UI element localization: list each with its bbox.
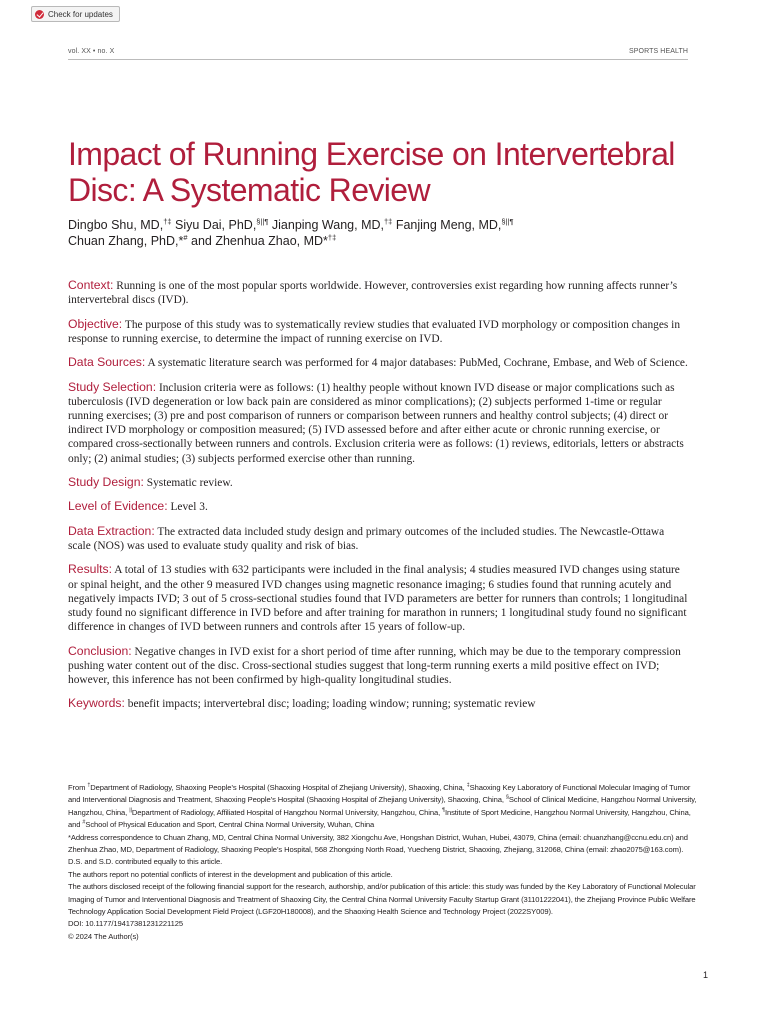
section-text: Systematic review. <box>146 476 233 489</box>
section-text: Level 3. <box>170 501 208 514</box>
abstract-level-of-evidence <box>68 499 688 514</box>
header-rule <box>68 59 688 60</box>
abstract-results <box>68 562 688 634</box>
check-badge-icon <box>35 10 44 19</box>
section-label: Conclusion: <box>68 643 132 658</box>
doi: DOI: 10.1177/19417381231221125 <box>68 919 183 929</box>
running-head-volume: vol. XX • no. X <box>68 48 115 55</box>
author: Siyu Dai, PhD,§||¶ <box>175 216 269 232</box>
abstract-data-sources <box>68 355 688 370</box>
section-text: Inclusion criteria were as follows: (1) healthy people without known IVD disease or major complications such as tuberculosis (IVD degeneration or low back pain are considered as minor complications); (2) subjects performed 1-time or regular running exercises; (3) pre and post comparison of runners or comparison between runners and healthy control subjects; (4) direct or indirect IVD morphology or composition measured; (5) IVD assessed before and after either acute or chronic running exercise, or compared cross-sectionally between runners and controls. Exclusion criteria were as follows: (1) reviews, editorials, letters or abstracts only; (2) animal studies; (3) subjects performed exercise other than running. <box>68 381 684 465</box>
abstract-data-extraction <box>68 524 688 553</box>
section-text: Running is one of the most popular sports worldwide. However, controversies exist regarding how running affects runner’s intervertebral discs (IVD). <box>68 280 678 307</box>
section-text: benefit impacts; intervertebral disc; loading; loading window; running; systematic review <box>127 698 536 711</box>
section-text: The purpose of this study was to systematically review studies that evaluated IVD morphology or composition changes in response to running exercise, to determine the impact of running exercise on IVD. <box>68 318 681 345</box>
abstract-keywords <box>68 696 688 711</box>
article-title: Impact of Running Exercise on Intervertebral Disc: A Systematic Review <box>68 136 675 208</box>
section-text: A total of 13 studies with 632 participants were included in the final analysis; 4 studies measured IVD changes using stature or spinal height, and the other 9 measured IVD changes using magnetic resonance imaging; 6 studies found that running acutely and negatively impacts IVD; 3 out of 5 cross-sectional studies found that IVD parameters are better for runners than controls; 1 longitudinal study found no significant difference in IVD before and after training for marathon in runners; 1 longitudinal study found no significant difference in changes of IVD between runners and controls after 15 years of follow-up. <box>68 564 688 634</box>
abstract-study-selection <box>68 380 688 466</box>
author: Fanjing Meng, MD,§||¶ <box>395 216 514 232</box>
abstract-context <box>68 278 688 307</box>
author: Zhenhua Zhao, MD*†‡ <box>215 232 337 248</box>
author: Jianping Wang, MD,†‡ <box>271 216 393 232</box>
section-label: Keywords: <box>68 696 125 711</box>
section-label: Data Extraction: <box>68 523 155 538</box>
section-label: Level of Evidence: <box>68 499 168 514</box>
check-for-updates-button[interactable] <box>31 6 120 22</box>
section-text: Negative changes in IVD exist for a short period of time after running, which may be due to the temporary compression pushing water content out of the disc. Cross-sectional studies suggest that long-term running exerts a mild positive effect on IVD; however, this inference has not been confirmed by high-quality longitudinal studies. <box>68 645 681 686</box>
running-head-journal: SPORTS HEALTH <box>629 48 688 55</box>
funding-note: The authors disclosed receipt of the following financial support for the research, authorship, and/or publication of this article: this study was funded by the Key Laboratory of Functional Molecular Imaging of Tumor and Interventional Diagnosis and Treatment of Shaoxing City, the Central China Normal University Faculty Startup Grant (31101222041), the Zhejiang Province Public Welfare Technology Application Social Development Field Project (LGF20H180008), and the Shaoxing Health Science and Technology Project (2022SY009). <box>68 882 696 917</box>
section-label: Study Selection: <box>68 379 157 394</box>
structured-abstract <box>68 278 688 721</box>
abstract-study-design <box>68 475 688 490</box>
equal-contribution-note: D.S. and S.D. contributed equally to this article. <box>68 857 223 867</box>
abstract-conclusion <box>68 644 688 688</box>
copyright: © 2024 The Author(s) <box>68 931 139 941</box>
correspondence-note: *Address correspondence to Chuan Zhang, MD, Central China Normal University, 382 Xiongchu Ave, Hongshan District, Wuhan, Hubei, 43079, China (email: chuanzhang@ccnu.edu.cn) and Zhenhua Zhao, MD, Department of Radiology, Shaoxing People’s Hospital, 568 Zhongxing North Road, Yuecheng District, Shaoxing, Zhejiang, 312068, China (email: zhao2075@163.com). <box>68 832 688 855</box>
conflict-of-interest-note: The authors report no potential conflicts of interest in the development and publication of this article. <box>68 869 393 879</box>
author-list <box>68 217 708 249</box>
section-label: Data Sources: <box>68 355 146 370</box>
section-label: Context: <box>68 278 114 292</box>
article-footnotes <box>68 782 698 943</box>
section-text: A systematic literature search was performed for 4 major databases: PubMed, Cochrane, Embase, and Web of Science. <box>147 357 688 370</box>
section-label: Objective: <box>68 316 123 331</box>
author: Chuan Zhang, PhD,*# and <box>68 232 216 248</box>
page-number: 1 <box>702 970 708 980</box>
affiliations: From †Department of Radiology, Shaoxing People’s Hospital (Shaoxing Hospital of Zhejiang University), Shaoxing, China, ‡Shaoxing Key Laboratory of Functional Molecular Imaging of Tumor and Interventional Diagnosis and Treatment, Shaoxing People’s Hospital (Shaoxing Hospital of Zhejiang University), Shaoxing, China, §School of Clinical Medicine, Hangzhou Normal University, Hangzhou, China, ||Department of Radiology, Affiliated Hospital of Hangzhou Normal University, Hangzhou, China, ¶Institute of Sport Medicine, Hangzhou Normal University, Hangzhou, China, and #School of Physical Education and Sport, Central China Normal University, Wuhan, China <box>68 782 697 830</box>
section-text: The extracted data included study design and primary outcomes of the included studies. The Newcastle-Ottawa scale (NOS) was used to evaluate study quality and risk of bias. <box>68 525 665 552</box>
author: Dingbo Shu, MD,†‡ <box>68 216 172 232</box>
section-label: Results: <box>68 562 113 577</box>
section-label: Study Design: <box>68 474 144 489</box>
check-for-updates-label: Check for updates <box>48 9 113 19</box>
abstract-objective <box>68 317 688 346</box>
